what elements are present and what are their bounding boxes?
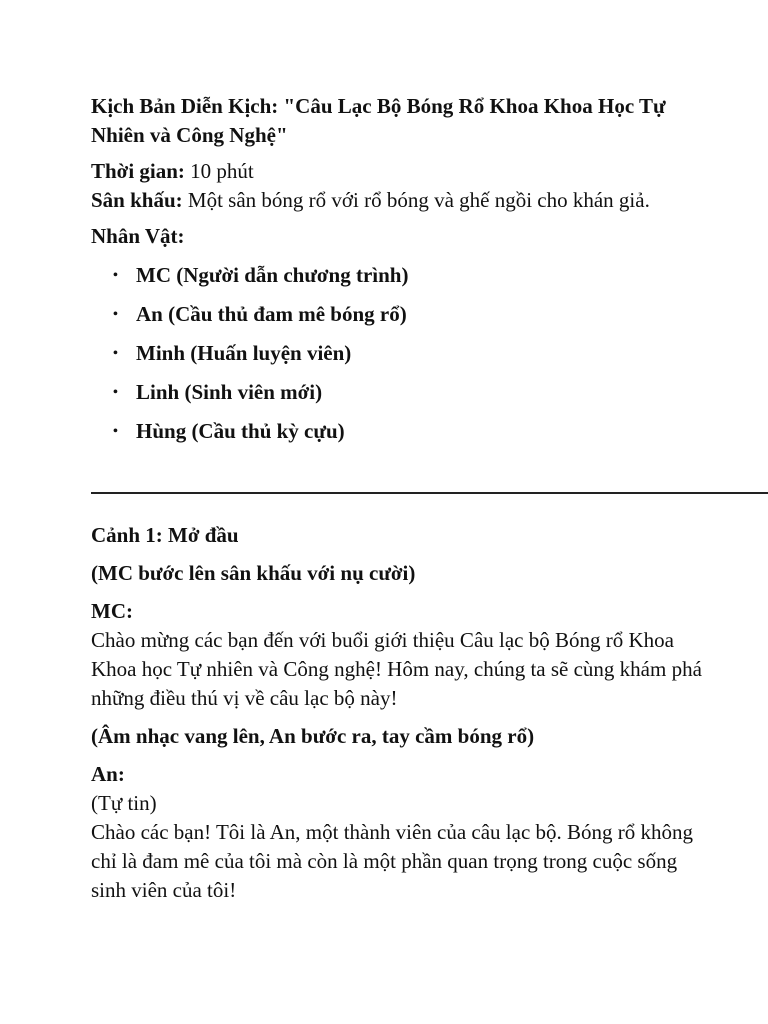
character-name: Minh (Huấn luyện viên)	[136, 341, 352, 365]
bullet-icon: •	[113, 385, 118, 400]
character-name: An (Cầu thủ đam mê bóng rổ)	[136, 302, 407, 326]
dialogue-text: Chào mừng các bạn đến với buổi giới thiệu Câu lạc bộ Bóng rổ Khoa Khoa học Tự nhiên và Công nghệ! Hôm nay, chúng ta sẽ cùng khám phá những điều thú vị về câu lạc bộ này!	[91, 628, 702, 710]
page-title: Kịch Bản Diễn Kịch: "Câu Lạc Bộ Bóng Rổ Khoa Khoa Học Tự Nhiên và Công Nghệ"	[91, 94, 666, 147]
bullet-icon: •	[113, 424, 118, 439]
stage-label: Sân khấu:	[91, 188, 183, 212]
stage-line	[91, 186, 691, 215]
scene-1	[91, 521, 711, 914]
bullet-icon: •	[113, 307, 118, 322]
stage-direction: (MC bước lên sân khấu với nụ cười)	[91, 561, 416, 585]
character-name: Hùng (Cầu thủ kỳ cựu)	[136, 419, 345, 443]
document-header	[91, 92, 691, 456]
speaker-tone: (Tự tin)	[91, 791, 157, 815]
stage-value: Một sân bóng rổ với rổ bóng và ghế ngồi cho khán giả.	[182, 188, 650, 212]
time-value: 10 phút	[184, 159, 254, 183]
list-item	[91, 261, 691, 290]
dialogue-an	[91, 760, 711, 905]
characters-list	[91, 261, 691, 446]
time-label: Thời gian:	[91, 159, 185, 183]
scene-heading: Cảnh 1: Mở đầu	[91, 523, 239, 547]
list-item	[91, 300, 691, 329]
character-name: MC (Người dẫn chương trình)	[136, 263, 409, 287]
bullet-icon: •	[113, 268, 118, 283]
stage-direction: (Âm nhạc vang lên, An bước ra, tay cầm bóng rổ)	[91, 724, 535, 748]
speaker-name: An:	[91, 762, 125, 786]
character-name: Linh (Sinh viên mới)	[136, 380, 323, 404]
list-item	[91, 378, 691, 407]
time-line	[91, 157, 691, 186]
dialogue-mc	[91, 597, 711, 713]
section-divider	[91, 492, 768, 494]
list-item	[91, 339, 691, 368]
characters-heading: Nhân Vật:	[91, 224, 185, 248]
dialogue-text: Chào các bạn! Tôi là An, một thành viên của câu lạc bộ. Bóng rổ không chỉ là đam mê của tôi mà còn là một phần quan trọng trong cuộc sống sinh viên của tôi!	[91, 820, 694, 902]
speaker-name: MC:	[91, 599, 133, 623]
bullet-icon: •	[113, 346, 118, 361]
list-item	[91, 417, 691, 446]
